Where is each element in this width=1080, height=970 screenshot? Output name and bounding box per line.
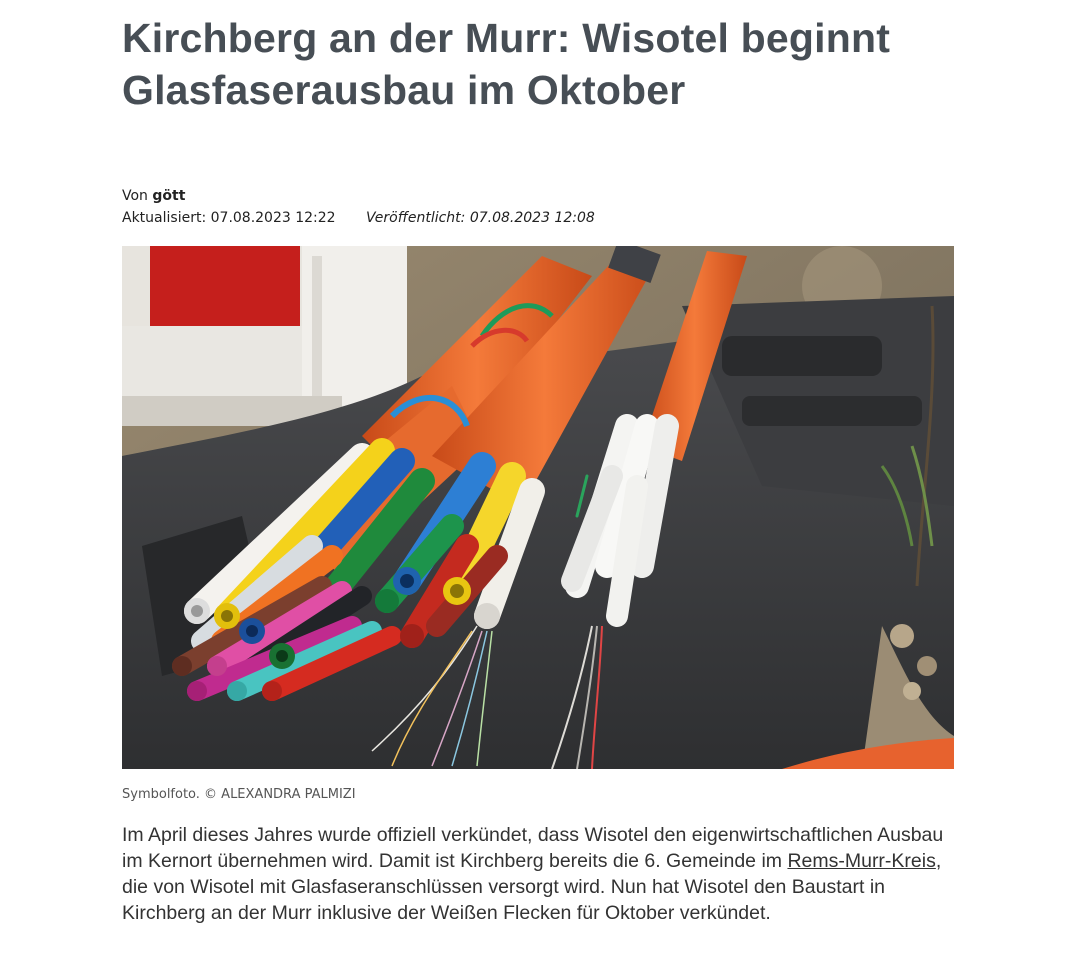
article-photo[interactable] <box>122 246 954 769</box>
published-date: 07.08.2023 12:08 <box>469 210 595 226</box>
article-body <box>122 822 954 926</box>
article <box>122 0 954 924</box>
fiber-cable-illustration <box>122 246 954 769</box>
body-text-part1: Im April dieses Jahres wurde offiziell verkündet, dass Wisotel den eigenwirtschaftlichen Ausbau im Kernort übernehmen wird. Damit ist Kirchberg bereits die 6. Gemeinde im <box>122 824 944 872</box>
body-text-part2: , die von Wisotel mit Glasfaseranschlüssen versorgt wird. Nun hat Wisotel den Baustart in Kirchberg an der Murr inklusive der Weißen Flecken für Oktober verkündet. <box>122 850 942 924</box>
published-label: Veröffentlicht: <box>366 210 466 226</box>
article-headline: Kirchberg an der Murr: Wisotel beginnt Glasfaserausbau im Oktober <box>122 15 891 113</box>
updated-date: 07.08.2023 12:22 <box>210 210 336 226</box>
byline <box>122 185 954 207</box>
image-caption: Symbolfoto. © ALEXANDRA PALMIZI <box>122 787 356 802</box>
updated-label: Aktualisiert: <box>122 210 207 226</box>
rems-murr-kreis-link[interactable]: Rems-Murr-Kreis <box>787 850 936 872</box>
published-info <box>366 210 595 226</box>
article-dates <box>122 207 954 229</box>
author-name[interactable]: gött <box>152 188 186 204</box>
byline-prefix: Von <box>122 188 148 204</box>
